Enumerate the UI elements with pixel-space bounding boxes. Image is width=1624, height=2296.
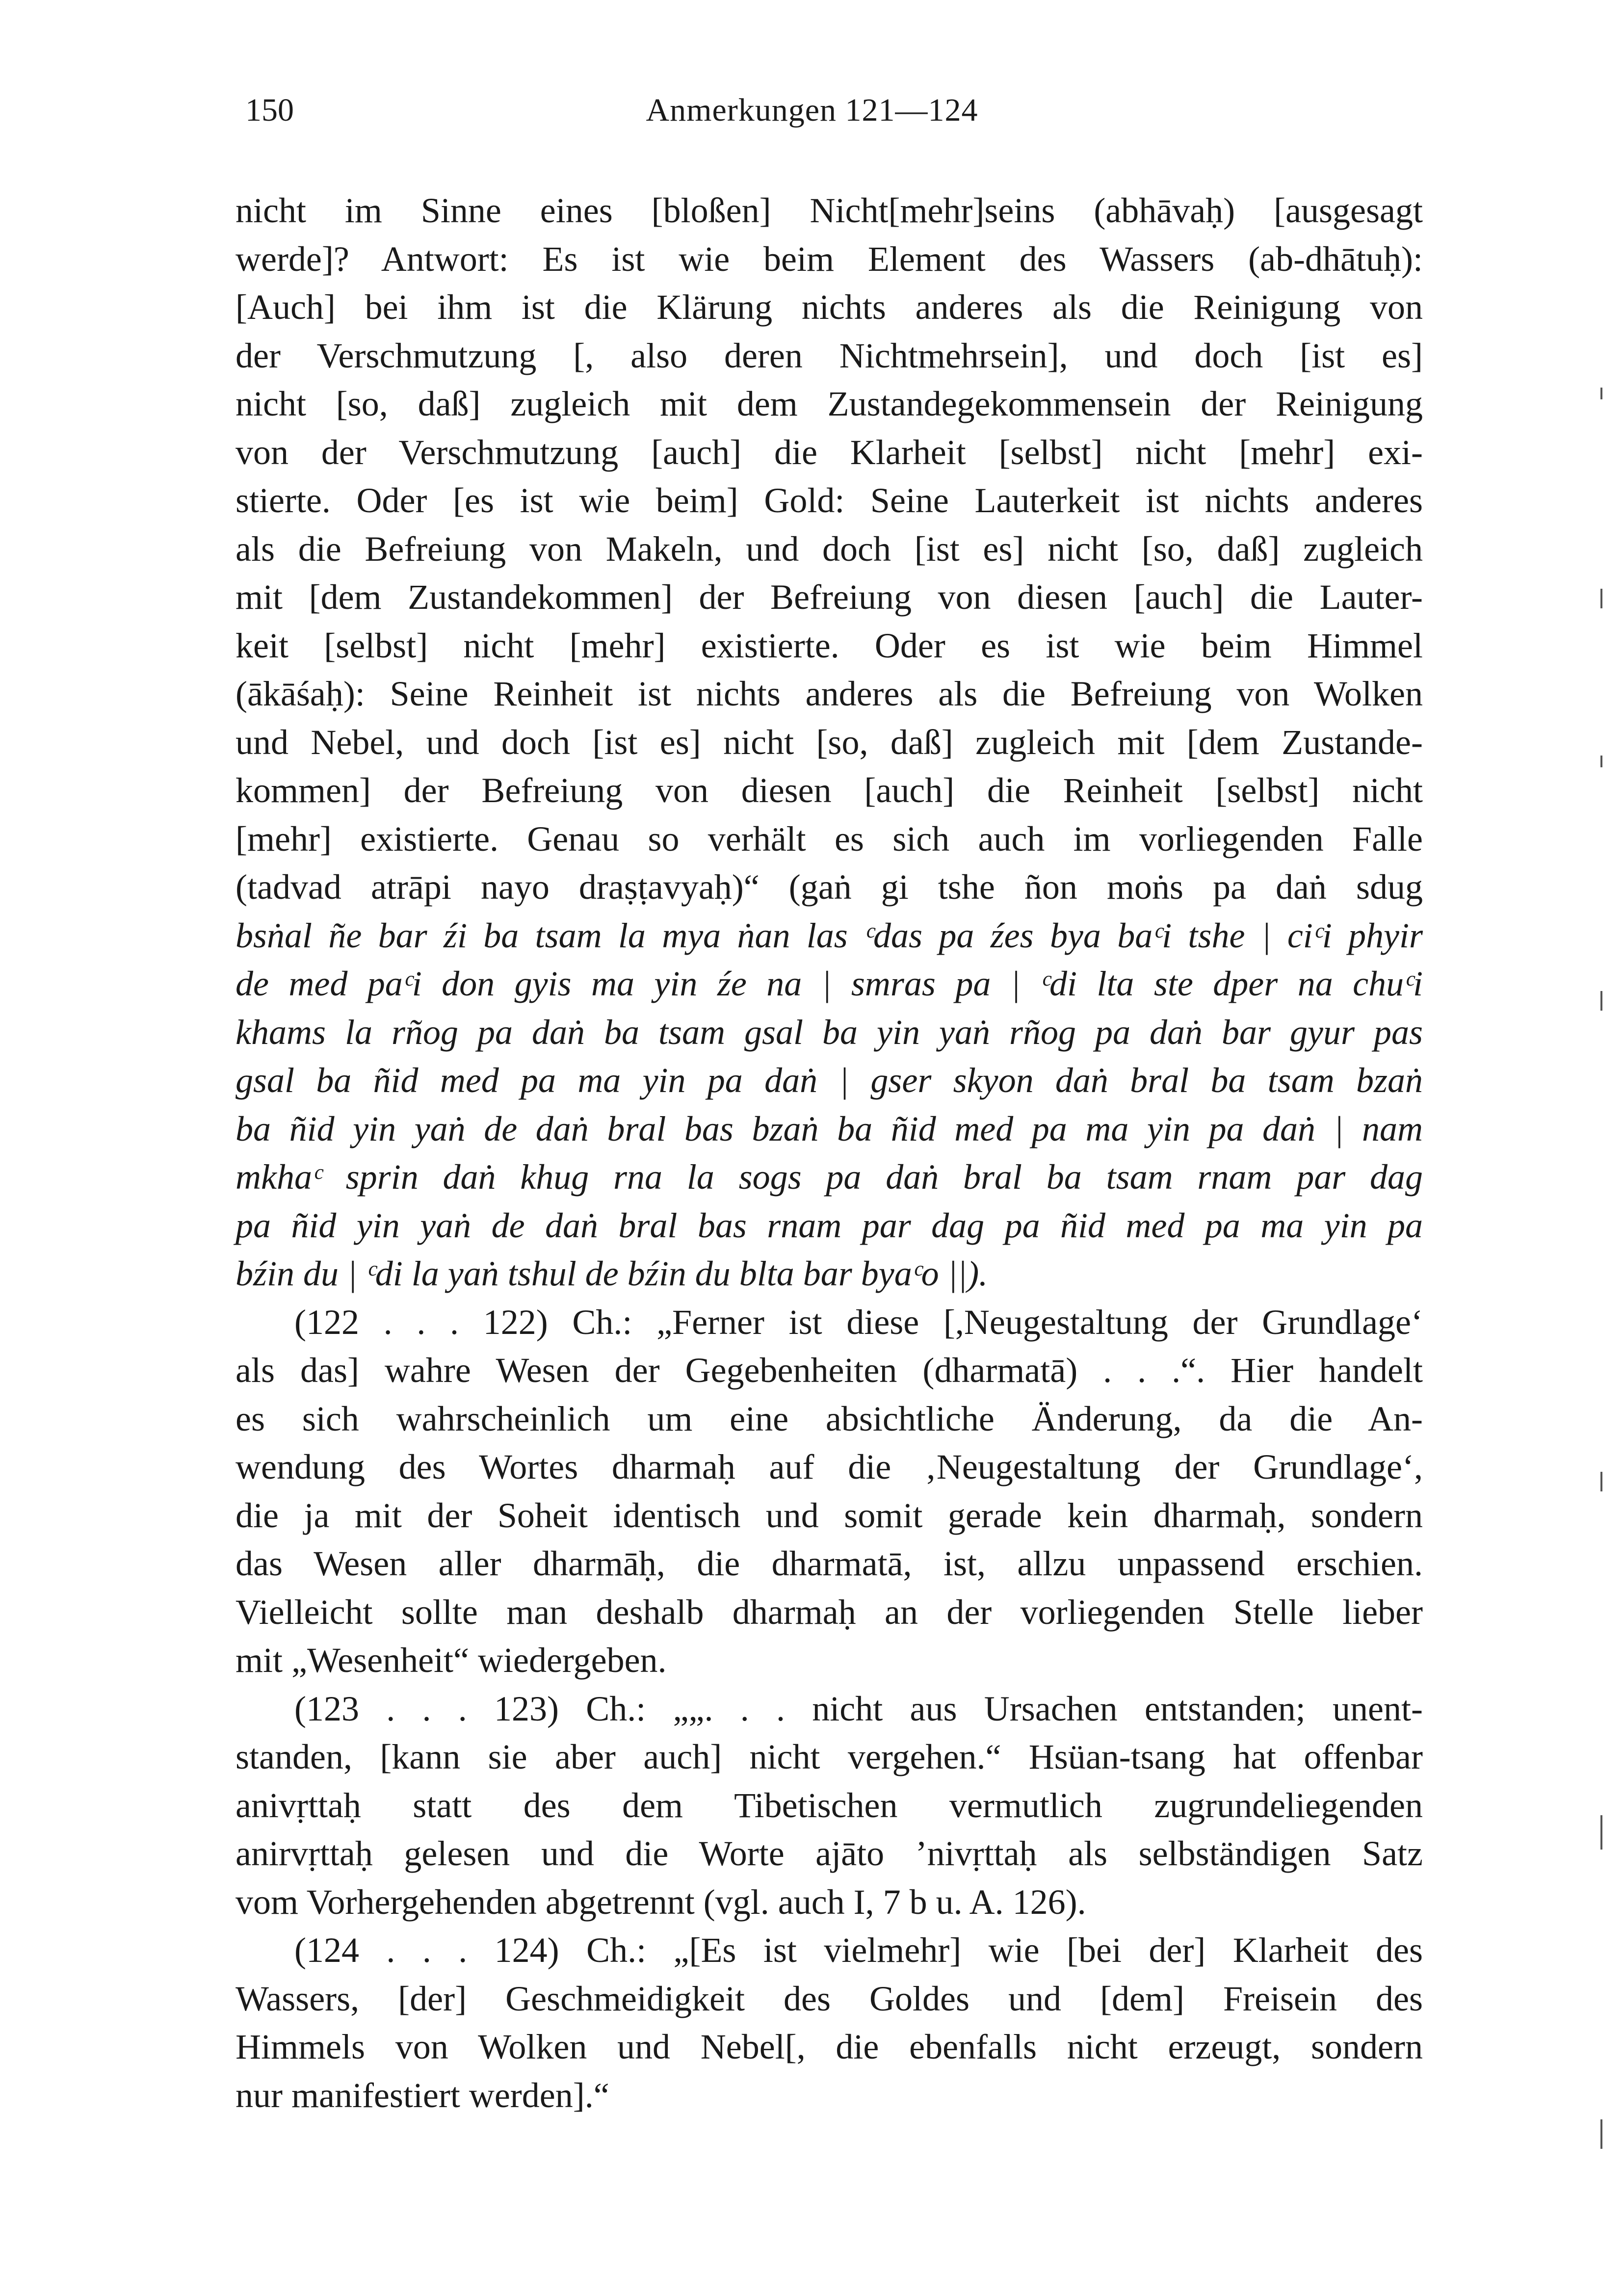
margin-mark [1600,991,1602,1011]
text-line: stierte. Oder [es ist wie beim] Gold: Seine Lauterkeit ist nichts anderes [236,481,1423,520]
text-line: als das] wahre Wesen der Gegebenheiten (dharmatā) . . .“. Hier handelt [236,1351,1423,1390]
text-line: und Nebel, und doch [ist es] nicht [so, daß] zugleich mit [dem Zustande- [236,722,1423,762]
text-line: (ākāśaḥ): Seine Reinheit ist nichts anderes als die Befreiung von Wolken [236,674,1423,713]
text-line: Himmels von Wolken und Nebel[, die ebenfalls nicht erzeugt, sondern [236,2027,1423,2066]
text-line: von der Verschmutzung [auch] die Klarheit [selbst] nicht [mehr] exi- [236,432,1423,472]
text-line: kommen] der Befreiung von diesen [auch] die Reinheit [selbst] nicht [236,771,1423,810]
margin-mark [1600,388,1602,399]
note-start-line: (123 . . . 123) Ch.: „„. . . nicht aus Ursachen entstanden; unent- [294,1689,1423,1728]
text-line: keit [selbst] nicht [mehr] existierte. Oder es ist wie beim Himmel [236,626,1423,665]
text-line: werde]? Antwort: Es ist wie beim Element des Wassers (ab-dhātuḥ): [236,239,1423,279]
running-title: Anmerkungen 121—124 [646,92,978,128]
margin-mark [1600,589,1602,608]
text-line: ba ñid yin yaṅ de daṅ bral bas bzaṅ ba ñid med pa ma yin pa daṅ | nam [236,1109,1423,1148]
text-line: der Verschmutzung [, also deren Nichtmehrsein], und doch [ist es] [236,336,1423,375]
margin-mark [1600,1472,1602,1491]
text-line: das Wesen aller dharmāḥ, die dharmatā, ist, allzu unpassend erschien. [236,1544,1423,1583]
text-line: anivṛttaḥ statt des dem Tibetischen vermutlich zugrundeliegenden [236,1785,1423,1825]
text-line: bźin du | ᶜdi la yaṅ tshul de bźin du blta bar byaᶜo ||). [236,1254,988,1293]
note-start-line: (124 . . . 124) Ch.: „[Es ist vielmehr] wie [bei der] Klarheit des [294,1931,1423,1970]
text-line: pa ñid yin yaṅ de daṅ bral bas rnam par dag pa ñid med pa ma yin pa [236,1205,1423,1245]
text-line: nur manifestiert werden].“ [236,2075,609,2115]
note-start-line: (122 . . . 122) Ch.: „Ferner ist diese [,Neugestaltung der Grundlage‘ [294,1302,1423,1342]
text-line: mit [dem Zustandekommen] der Befreiung von diesen [auch] die Lauter- [236,577,1423,617]
text-line: gsal ba ñid med pa ma yin pa daṅ | gser skyon daṅ bral ba tsam bzaṅ [236,1061,1423,1100]
text-line: Vielleicht sollte man deshalb dharmaḥ an der vorliegenden Stelle lieber [236,1592,1423,1632]
text-line: nicht [so, daß] zugleich mit dem Zustandegekommensein der Reinigung [236,384,1423,423]
text-line: mit „Wesenheit“ wiedergeben. [236,1641,667,1680]
text-line: bsṅal ñe bar źi ba tsam la mya ṅan las ᶜdas pa źes bya baᶜi tshe | ciᶜi phyir [236,915,1423,955]
text-line: wendung des Wortes dharmaḥ auf die ‚Neugestaltung der Grundlage‘, [236,1447,1423,1487]
text-line: (tadvad atrāpi nayo draṣṭavyaḥ)“ (gaṅ gi tshe ñon moṅs pa daṅ sdug [236,867,1423,907]
page-number: 150 [245,92,294,128]
margin-mark [1600,1815,1602,1850]
text-line: es sich wahrscheinlich um eine absichtliche Änderung, da die An- [236,1399,1423,1438]
text-line: die ja mit der Soheit identisch und somit gerade kein dharmaḥ, sondern [236,1495,1423,1535]
text-line: [Auch] bei ihm ist die Klärung nichts anderes als die Reinigung von [236,287,1423,327]
text-line: khams la rñog pa daṅ ba tsam gsal ba yin yaṅ rñog pa daṅ bar gyur pas [236,1012,1423,1052]
text-body [236,186,1423,2119]
text-line: [mehr] existierte. Genau so verhält es sich auch im vorliegenden Falle [236,819,1423,859]
text-line: vom Vorhergehenden abgetrennt (vgl. auch I, 7 b u. A. 126). [236,1882,1086,1922]
text-line: als die Befreiung von Makeln, und doch [ist es] nicht [so, daß] zugleich [236,529,1423,569]
text-line: mkhaᶜ sprin daṅ khug rna la sogs pa daṅ bral ba tsam rnam par dag [236,1157,1423,1197]
text-line: nicht im Sinne eines [bloßen] Nicht[mehr]seins (abhāvaḥ) [ausgesagt [236,191,1423,230]
text-line: Wassers, [der] Geschmeidigkeit des Goldes und [dem] Freisein des [236,1979,1423,2018]
margin-mark [1600,756,1602,767]
margin-mark [1600,2119,1602,2149]
text-line: de med paᶜi don gyis ma yin źe na | smras pa | ᶜdi lta ste dper na chuᶜi [236,964,1423,1003]
text-line: standen, [kann sie aber auch] nicht vergehen.“ Hsüan-tsang hat offenbar [236,1737,1423,1776]
text-line: anirvṛttaḥ gelesen und die Worte ajāto ’nivṛttaḥ als selbständigen Satz [236,1834,1423,1873]
